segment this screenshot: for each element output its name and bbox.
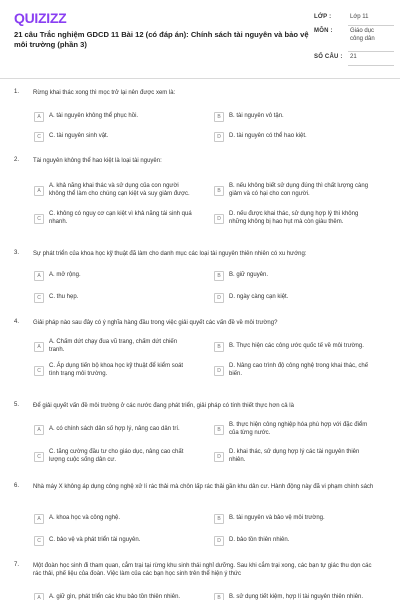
question-number: 5. [14, 402, 20, 408]
option-text: B. tài nguyên vô tận. [229, 113, 284, 120]
option-key: C [34, 132, 44, 142]
option-key: B [214, 425, 224, 435]
option-key: D [214, 214, 224, 224]
question-number: 6. [14, 483, 20, 489]
option-text: B. thực hiện công nghiệp hóa phù hợp với đặc điểm của từng nước. [229, 422, 368, 436]
question-number: 1. [14, 89, 20, 95]
option-a[interactable] [34, 107, 194, 127]
question-number: 2. [14, 157, 20, 163]
option-a[interactable] [34, 266, 194, 286]
option-d[interactable] [214, 447, 374, 467]
option-key: B [214, 342, 224, 352]
option-key: B [214, 271, 224, 281]
option-key: B [214, 593, 224, 600]
meta-lop [314, 14, 394, 28]
question-text: Tài nguyên không thể hao kiệt là loại tài nguyên: [33, 158, 162, 164]
option-text: B. Thực hiện các công ước quốc tế về môi trường. [229, 343, 364, 350]
option-key: A [34, 514, 44, 524]
option-key: D [214, 452, 224, 462]
option-a[interactable] [34, 509, 194, 529]
option-key: A [34, 593, 44, 600]
meta-mon-value: Giáo dục công dân [350, 28, 375, 42]
question-text: Sự phát triển của khoa học kỹ thuật đã làm cho danh mục các loại tài nguyên thiên nhiên có xu hướng: [33, 251, 307, 257]
header-divider [0, 78, 400, 79]
option-b[interactable] [214, 509, 374, 529]
option-b[interactable] [214, 177, 374, 205]
option-text: A. khả năng khai thác và sử dụng của con người không thể làm cho chúng cạn kiệt và suy giảm được. [49, 183, 190, 197]
meta-mon [314, 28, 394, 54]
option-d[interactable] [214, 361, 374, 381]
option-text: B. tài nguyên và bảo vệ môi trường. [229, 515, 325, 522]
option-text: D. ngày càng cạn kiệt. [229, 294, 289, 301]
question-text: Rừng khai thác xong thì mọc trở lại nên được xem là: [33, 90, 176, 96]
option-a[interactable] [34, 588, 194, 600]
option-key: D [214, 536, 224, 546]
option-key: D [214, 132, 224, 142]
option-c[interactable] [34, 209, 194, 229]
question-text: Nhà máy X không áp dụng công nghệ xử lí rác thải mà chôn lấp rác thải gần khu dân cư. Hành động này đã vi phạm chính sách [33, 484, 374, 490]
question-text: Để giải quyết vấn đề môi trường ở các nước đang phát triển, giải pháp có tính thiết thực hơn cả là [33, 403, 294, 409]
option-text: C. Áp dụng tiến bộ khoa học kỹ thuật để kiểm soát tình trạng môi trường. [49, 363, 184, 377]
option-text: A. giữ gìn, phát triển các khu bảo tồn thiên nhiên. [49, 594, 181, 600]
question-text: Giải pháp nào sau đây có ý nghĩa hàng đầu trong việc giải quyết các vấn đề về môi trường? [33, 320, 278, 326]
option-text: D. nếu được khai thác, sử dụng hợp lý thì không những không bị hao hụt mà còn giàu thêm. [229, 211, 359, 225]
option-d[interactable] [214, 531, 374, 551]
option-text: B. giữ nguyên. [229, 272, 269, 279]
option-b[interactable] [214, 107, 374, 127]
option-d[interactable] [214, 288, 374, 308]
option-b[interactable] [214, 266, 374, 286]
option-c[interactable] [34, 361, 194, 381]
quizizz-logo: QUIZIZZ [14, 10, 67, 26]
option-d[interactable] [214, 209, 374, 229]
option-text: D. khai thác, sử dụng hợp lý các tài nguyên thiên nhiên. [229, 449, 360, 463]
option-key: C [34, 293, 44, 303]
meta-socau [314, 54, 394, 68]
option-key: A [34, 271, 44, 281]
option-key: A [34, 186, 44, 196]
option-key: A [34, 112, 44, 122]
option-key: A [34, 425, 44, 435]
option-text: A. tài nguyên không thể phục hồi. [49, 113, 139, 120]
option-a[interactable] [34, 177, 194, 205]
option-key: B [214, 112, 224, 122]
option-key: B [214, 514, 224, 524]
option-text: C. bảo vệ và phát triển tài nguyên. [49, 537, 141, 544]
option-key: D [214, 366, 224, 376]
option-text: C. không có nguy cơ cạn kiệt vì khả năng tái sinh quá nhanh. [49, 211, 192, 225]
option-key: C [34, 366, 44, 376]
option-c[interactable] [34, 127, 194, 147]
option-key: B [214, 186, 224, 196]
option-text: D. Nâng cao trình độ công nghệ trong khai thác, chế biến. [229, 363, 369, 377]
option-text: B. sử dụng tiết kiệm, hợp lí tài nguyên thiên nhiên. [229, 594, 364, 600]
option-d[interactable] [214, 127, 374, 147]
question-number: 3. [14, 250, 20, 256]
meta-mon-label: MÔN : [314, 28, 333, 34]
option-c[interactable] [34, 447, 194, 467]
option-key: A [34, 342, 44, 352]
option-c[interactable] [34, 531, 194, 551]
option-key: C [34, 214, 44, 224]
option-text: C. tăng cường đầu tư cho giáo dục, nâng cao chất lượng cuộc sống dân cư. [49, 449, 184, 463]
meta-lop-label: LỚP : [314, 14, 332, 20]
page-title: 21 câu Trắc nghiệm GDCD 11 Bài 12 (có đáp án): Chính sách tài nguyên và bảo vệ môi trường (phần 3) [14, 30, 309, 49]
option-key: C [34, 452, 44, 462]
option-text: C. tài nguyên sinh vật. [49, 133, 109, 140]
option-text: A. khoa học và công nghệ. [49, 515, 121, 522]
option-text: A. mở rộng. [49, 272, 81, 279]
question-text: Một đoàn học sinh đi tham quan, cắm trại tại rừng khu sinh thái nghỉ dưỡng. Sau khi cắm trại xong, các bạn tự giác thu dọn các rác thải, phế liệu của đoàn. Việc làm của các bạn học sinh trên thể hiện ý thức [33, 563, 372, 578]
option-key: D [214, 293, 224, 303]
meta-socau-value: 21 [350, 54, 357, 60]
option-text: B. nếu không biết sử dụng đúng thì chất lượng càng giảm và có hại cho con người. [229, 183, 369, 197]
option-b[interactable] [214, 420, 374, 440]
option-c[interactable] [34, 288, 194, 308]
option-b[interactable] [214, 588, 374, 600]
meta-socau-label: SỐ CÂU : [314, 54, 343, 60]
meta-divider [348, 65, 394, 66]
option-text: C. thu hẹp. [49, 294, 79, 301]
meta-divider [348, 25, 394, 26]
page-header [0, 0, 400, 78]
meta-lop-value: Lớp 11 [350, 14, 369, 20]
option-text: A. có chính sách dân số hợp lý, nâng cao dân trí. [49, 426, 180, 433]
option-text: A. Chấm dứt chạy đua vũ trang, chấm dứt chiến tranh. [49, 339, 178, 353]
question-number: 7. [14, 562, 20, 568]
option-key: C [34, 536, 44, 546]
option-text: D. bảo tồn thiên nhiên. [229, 537, 290, 544]
option-b[interactable] [214, 337, 374, 357]
option-text: D. tài nguyên có thể hao kiệt. [229, 133, 307, 140]
meta-panel [314, 14, 394, 68]
option-a[interactable] [34, 337, 194, 357]
option-a[interactable] [34, 420, 194, 440]
question-number: 4. [14, 319, 20, 325]
meta-divider [348, 51, 394, 52]
